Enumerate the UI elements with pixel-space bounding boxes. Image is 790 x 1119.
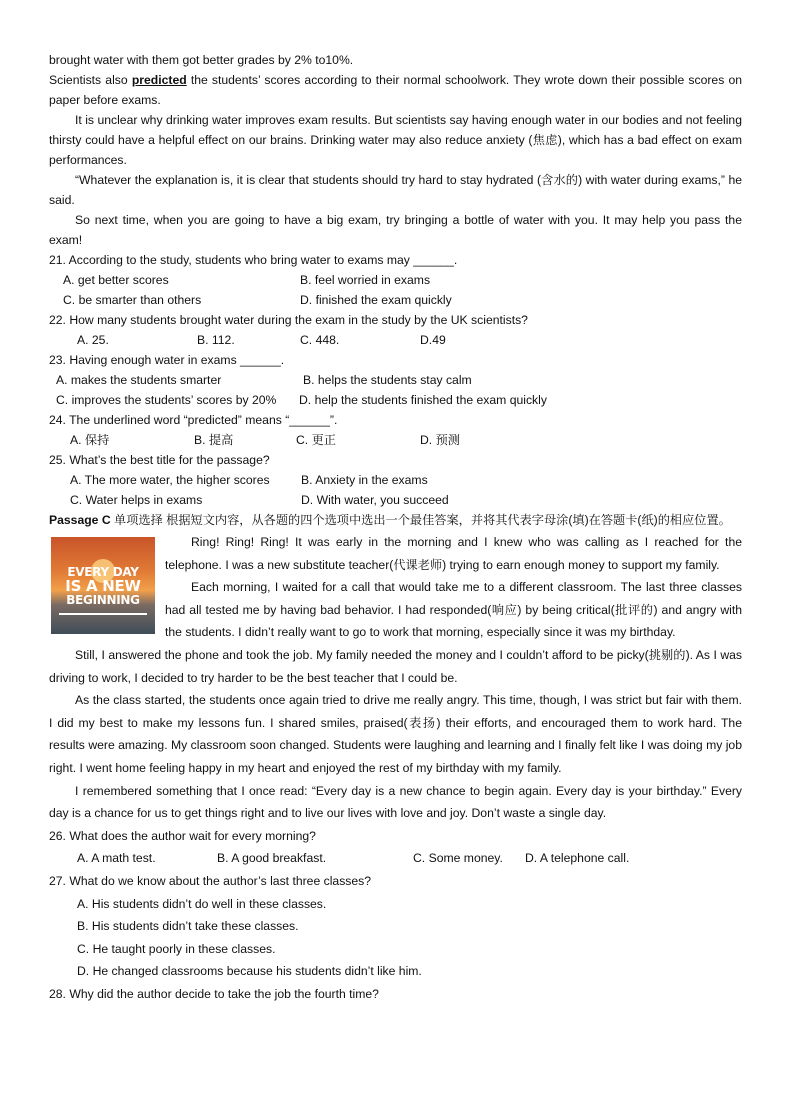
question-stem: 21. According to the study, students who bring water to exams may ______. bbox=[49, 253, 458, 267]
every-day-picture bbox=[51, 537, 155, 634]
paragraph: Each morning, I waited for a call that would take me to a different classroom. The last three classes had all tested me by having bad behavior. I had responded(响应) by being critical(批评的) and angry with the students. I didn’t really want to go to work that morning, especially since it was my birthday. bbox=[165, 580, 742, 640]
option-row bbox=[49, 370, 742, 390]
option: B. 提高 bbox=[194, 433, 234, 447]
question-stem: 25. What’s the best title for the passage? bbox=[49, 453, 270, 467]
picture-text-line: BEGINNING bbox=[66, 593, 140, 607]
option: D. He changed classrooms because his students didn’t like him. bbox=[77, 964, 422, 979]
option: B. Anxiety in the exams bbox=[301, 473, 428, 487]
option: A. get better scores bbox=[63, 273, 169, 287]
option: D. 预测 bbox=[420, 433, 460, 447]
question-stem: 26. What does the author wait for every morning? bbox=[49, 828, 316, 843]
passage-c-body bbox=[49, 531, 742, 1005]
paragraph: Still, I answered the phone and took the job. My family needed the money and I couldn’t afford to be picky(挑剔的). As I was driving to work, I decided to try harder to be the best teacher that I could be. bbox=[49, 647, 742, 685]
option-row bbox=[49, 290, 742, 310]
instruction-text: 单项选择 根据短文内容，从各题的四个选项中选出一个最佳答案，并将其代表字母涂(填)在答题卡(纸)的相应位置。 bbox=[110, 513, 731, 527]
option: A. 保持 bbox=[70, 433, 110, 447]
question-stem: 28. Why did the author decide to take the job the fourth time? bbox=[49, 986, 379, 1001]
option: D. A telephone call. bbox=[525, 851, 630, 866]
option: A. A math test. bbox=[77, 851, 156, 866]
paragraph: “Whatever the explanation is, it is clear that students should try hard to stay hydrated (含水的) with water during exams,” he said. bbox=[49, 173, 742, 207]
question-stem: 27. What do we know about the author’s last three classes? bbox=[49, 873, 372, 888]
text-run: the students’ scores according to their normal schoolwork. They wrote down their possible scores on paper before exams. bbox=[49, 73, 742, 107]
option-row bbox=[49, 847, 742, 870]
option: A. The more water, the higher scores bbox=[70, 473, 270, 487]
option: C. Water helps in exams bbox=[70, 493, 203, 507]
option: D.49 bbox=[420, 333, 446, 347]
section-header bbox=[49, 510, 742, 531]
paragraph: As the class started, the students once again tried to drive me really angry. This time, though, I was strict but fair with them. I did my best to make my lessons fun. I shared smiles, praised(表扬) their efforts, and encouraged them to work hard. The results were amazing. My classroom soon changed. Students were laughing and learning and I finally felt like I was doing my job right. I went home feeling happy in my heart and enjoyed the rest of my birthday with my family. bbox=[49, 693, 742, 775]
option: C. 448. bbox=[300, 333, 340, 347]
question-stem: 24. The underlined word “predicted” means “______”. bbox=[49, 413, 338, 427]
text-run: Scientists also bbox=[49, 73, 132, 87]
option-row bbox=[49, 430, 742, 450]
document-page bbox=[49, 50, 742, 1005]
option-row bbox=[49, 270, 742, 290]
option: D. finished the exam quickly bbox=[300, 293, 452, 307]
question-stem: 22. How many students brought water during the exam in the study by the UK scientists? bbox=[49, 313, 528, 327]
question-stem: 23. Having enough water in exams ______. bbox=[49, 353, 285, 367]
option: D. With water, you succeed bbox=[301, 493, 449, 507]
option: B. helps the students stay calm bbox=[303, 373, 472, 387]
picture-text-line: EVERY DAY bbox=[67, 565, 139, 579]
option: A. His students didn’t do well in these classes. bbox=[77, 896, 327, 911]
picture-underline bbox=[59, 613, 147, 615]
option: C. Some money. bbox=[413, 851, 503, 866]
paragraph bbox=[49, 70, 742, 110]
picture-text-line: IS A NEW bbox=[65, 577, 141, 595]
paragraph: I remembered something that I once read: “Every day is a new chance to begin again. Every day is your birthday.” Every day is a chance for us to get things right and to live our lives with love and joy. Don’t waste a single day. bbox=[49, 783, 742, 821]
picture-caption bbox=[51, 565, 155, 607]
passage-label: Passage C bbox=[49, 513, 111, 527]
option: C. be smarter than others bbox=[63, 293, 202, 307]
option-row bbox=[49, 390, 742, 410]
option: C. 更正 bbox=[296, 433, 336, 447]
option-row bbox=[49, 490, 742, 510]
underlined-word: predicted bbox=[131, 73, 187, 87]
paragraph: So next time, when you are going to have a big exam, try bringing a bottle of water with you. It may help you pass the exam! bbox=[49, 213, 742, 247]
option: B. 112. bbox=[197, 333, 235, 347]
option-row bbox=[49, 470, 742, 490]
option-row bbox=[49, 330, 742, 350]
option: B. His students didn’t take these classes. bbox=[77, 919, 299, 934]
paragraph: It is unclear why drinking water improves exam results. But scientists say having enough water in our bodies and not feeling thirsty could have a helpful effect on our brains. Drinking water may also reduce anxiety (焦虑), which has a bad effect on exam performances. bbox=[49, 113, 742, 167]
option: D. help the students finished the exam quickly bbox=[299, 393, 547, 407]
option: A. makes the students smarter bbox=[56, 373, 222, 387]
paragraph: brought water with them got better grades by 2% to10%. bbox=[49, 53, 354, 67]
option: A. 25. bbox=[77, 333, 109, 347]
option: B. feel worried in exams bbox=[300, 273, 431, 287]
option: C. He taught poorly in these classes. bbox=[77, 941, 276, 956]
option: C. improves the students’ scores by 20% bbox=[56, 393, 277, 407]
option: B. A good breakfast. bbox=[217, 851, 327, 866]
paragraph: Ring! Ring! Ring! It was early in the morning and I knew who was calling as I reached for the telephone. I was a new substitute teacher(代课老师) trying to earn enough money to support my family. bbox=[165, 535, 742, 572]
